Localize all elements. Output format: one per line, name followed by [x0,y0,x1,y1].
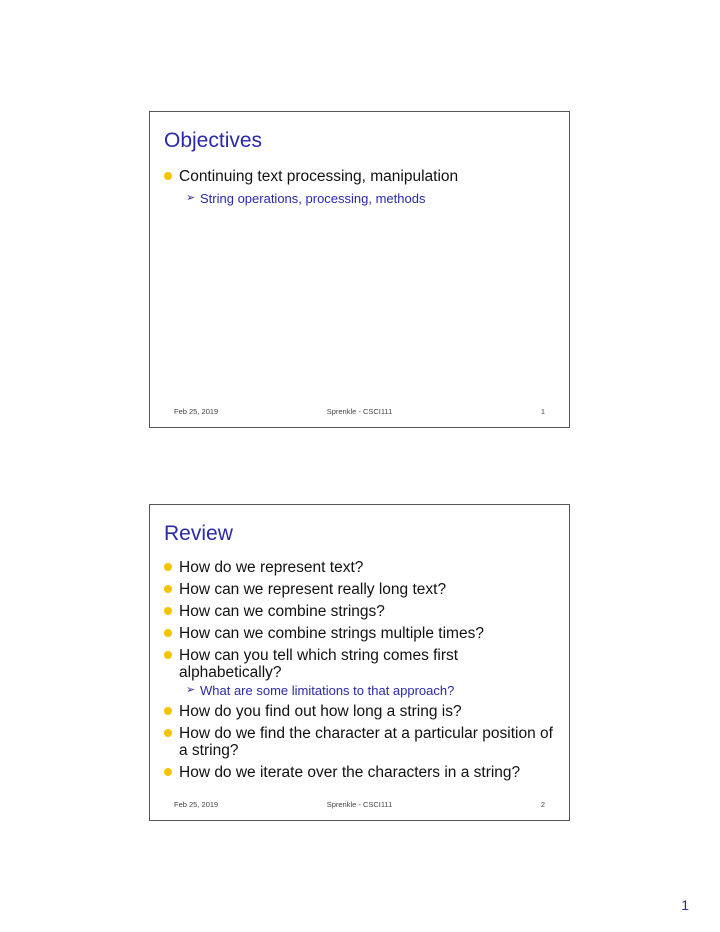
bullet-text: How do you find out how long a string is? [179,703,462,720]
bullet-item [164,168,559,206]
bullet-dot-icon [164,607,172,615]
bullet-dot-icon [164,629,172,637]
bullet-dot-icon [164,729,172,737]
bullet-dot-icon [164,707,172,715]
bullet-dot-icon [164,768,172,776]
bullet-text: Continuing text processing, manipulation [179,168,459,185]
footer-author: Sprenkle - CSCI111 [326,407,393,416]
arrow-right-icon: ➢ [186,192,196,204]
bullet-text: How can you tell which string comes first alphabetically? [179,647,459,681]
slide-2 [149,504,570,821]
bullet-item [164,703,559,720]
slide-footer [174,800,545,812]
slide-1 [149,111,570,428]
bullet-item [164,764,559,781]
bullet-item [164,647,559,698]
bullet-text: How can we represent really long text? [179,581,447,598]
bullet-dot-icon [164,172,172,180]
bullet-list [164,559,559,786]
bullet-dot-icon [164,563,172,571]
bullet-item [164,625,559,642]
slide-title: Review [164,522,233,545]
bullet-text: How do we represent text? [179,559,364,576]
bullet-text: How can we combine strings? [179,603,385,620]
footer-slide-number: 1 [540,407,545,416]
footer-slide-number: 2 [540,800,545,809]
slide-title: Objectives [164,129,263,152]
bullet-text: How do we iterate over the characters in a string? [179,764,521,781]
bullet-text: How do we find the character at a particular position of a string? [179,725,553,759]
sub-bullet-item [179,191,559,206]
slide-footer [174,407,545,419]
bullet-item [164,559,559,576]
bullet-item [164,725,559,759]
page-number: 1 [681,897,689,913]
footer-author: Sprenkle - CSCI111 [326,800,393,809]
bullet-dot-icon [164,585,172,593]
bullet-item [164,581,559,598]
arrow-right-icon: ➢ [186,684,196,696]
sub-bullet-item [179,683,559,698]
bullet-dot-icon [164,651,172,659]
footer-date: Feb 25, 2019 [174,800,219,809]
sub-bullet-text: String operations, processing, methods [200,191,426,206]
bullet-text: How can we combine strings multiple times? [179,625,484,642]
footer-date: Feb 25, 2019 [174,407,219,416]
bullet-list [164,168,559,211]
bullet-item [164,603,559,620]
sub-bullet-text: What are some limitations to that approach? [200,683,455,698]
